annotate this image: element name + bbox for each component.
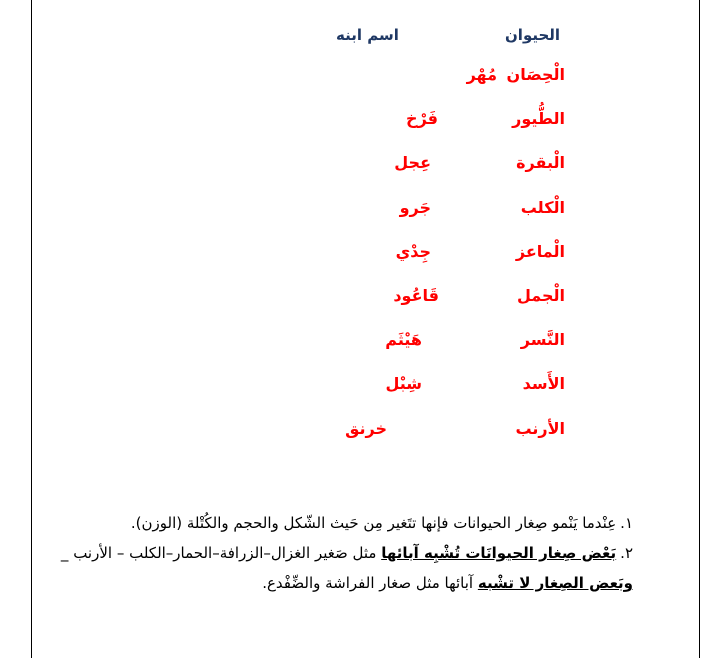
animal-name: الأرنب — [515, 418, 565, 438]
table-row — [0, 107, 715, 151]
animal-table — [0, 63, 715, 461]
table-row — [0, 196, 715, 240]
note-3 — [53, 568, 633, 598]
animal-name: الأَسد — [522, 374, 565, 394]
animal-name: الْجمل — [516, 285, 565, 305]
table-row — [0, 417, 715, 461]
note-1 — [53, 508, 633, 538]
table-row — [0, 372, 715, 416]
animal-name: الْماعز — [515, 241, 565, 261]
note-number: ٢. — [620, 544, 633, 562]
table-row — [0, 328, 715, 372]
young-name: فَرْخ — [406, 109, 438, 129]
table-row — [0, 240, 715, 284]
note-emphasis: بَعْض صِغار الحيوانَات تُشْبِه آبائها — [381, 544, 617, 562]
young-name: مُهْر — [466, 65, 497, 84]
young-name: هَيْثَم — [385, 330, 422, 350]
notes-section — [53, 508, 633, 598]
note-text: آبائها مثل صغار الفراشة والضِّفْدع. — [262, 574, 478, 592]
young-name: قَاعُود — [393, 285, 439, 305]
note-number: ١. — [620, 514, 633, 532]
table-row — [0, 284, 715, 328]
animal-name: النَّسر — [520, 330, 565, 350]
animal-name: الْبقرة — [516, 153, 565, 173]
note-2 — [53, 538, 633, 568]
animal-name: الْحِصَان — [506, 65, 565, 84]
note-text: مثل صَغير الغزال–الزرافة–الحمار–الكلب – الأرنب _ — [60, 544, 382, 562]
young-name: عِجل — [394, 153, 431, 173]
note-text: عِنْدما يَنْمو صِغار الحيوانات فإنها تتَغير مِن حَيث الشّكل والحجم والكُتْلة (الوزن). — [130, 514, 617, 532]
young-name: جَرو — [399, 197, 431, 217]
young-name: جِدْي — [395, 241, 431, 261]
note-emphasis: وبَعض الصِغار لا تشْبه — [477, 574, 633, 592]
header-animal: الحيوان — [505, 26, 561, 44]
header-young: اسم ابنه — [336, 26, 399, 44]
table-row — [0, 63, 715, 107]
table-row — [0, 151, 715, 195]
young-name: شِبْل — [385, 374, 422, 394]
animal-name: الطُّيور — [512, 109, 565, 129]
animal-name: الْكلب — [520, 197, 565, 217]
young-name: خرنق — [345, 418, 387, 438]
